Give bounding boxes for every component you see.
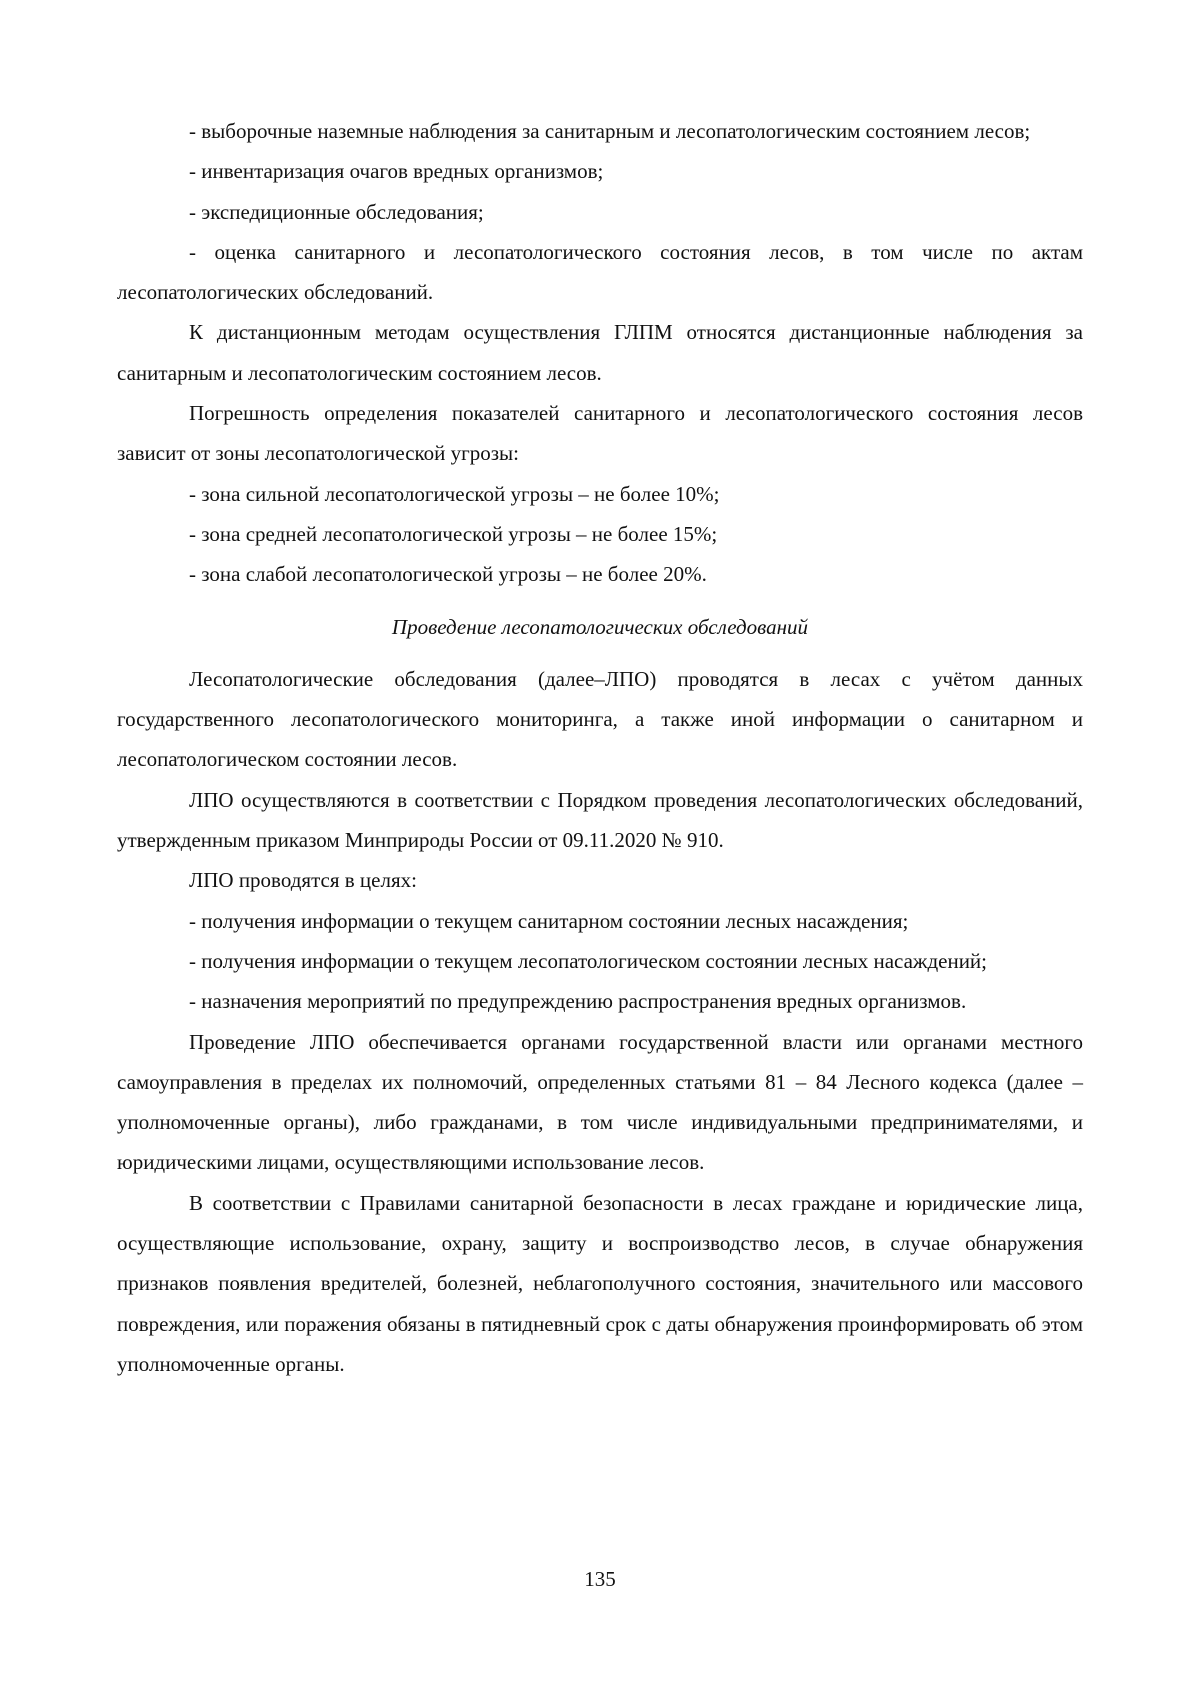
- section-heading: Проведение лесопатологических обследований: [391, 614, 809, 639]
- paragraph: - получения информации о текущем санитарном состоянии лесных насаждения;: [189, 908, 909, 933]
- paragraph: В соответствии с Правилами санитарной безопасности в лесах граждане и юридические лица, осуществляющие использование, охрану, защиту и воспроизводство лесов, в случае обнаружения признаков появления вредителей, болезней, неблагополучного состояния, значительного или массового повреждения, или поражения обязаны в пятидневный срок с даты обнаружения проинформировать об этом уполномоченные органы.: [117, 1190, 1083, 1376]
- paragraph: - выборочные наземные наблюдения за санитарным и лесопатологическим состоянием лесов;: [189, 119, 1031, 143]
- paragraph: Проведение ЛПО обеспечивается органами государственной власти или органами местного самоуправления в пределах их полномочий, определенных статьями 81 – 84 Лесного кодекса (далее – уполномоченные органы), либо гражданами, в том числе индивидуальными предпринимателями, и юридическими лицами, осуществляющими использование лесов.: [117, 1029, 1083, 1175]
- paragraph: - зона слабой лесопатологической угрозы – не более 20%.: [189, 562, 707, 587]
- paragraph: - зона средней лесопатологической угрозы – не более 15%;: [189, 521, 718, 546]
- page-number: 135: [584, 1567, 616, 1591]
- paragraph: - оценка санитарного и лесопатологического состояния лесов, в том числе по актам лесопатологических обследований.: [117, 239, 1083, 305]
- paragraph: - зона сильной лесопатологической угрозы – не более 10%;: [189, 481, 720, 506]
- paragraph: - получения информации о текущем лесопатологическом состоянии лесных насаждений;: [189, 948, 987, 973]
- paragraph: Погрешность определения показателей санитарного и лесопатологического состояния лесов зависит от зоны лесопатологической угрозы:: [117, 401, 1083, 466]
- page-content: [117, 111, 1083, 1384]
- paragraph: ЛПО осуществляются в соответствии с Порядком проведения лесопатологических обследований, утвержденным приказом Минприроды России от 09.11.2020 № 910.: [117, 787, 1083, 853]
- paragraph: ЛПО проводятся в целях:: [189, 868, 417, 893]
- paragraph: Лесопатологические обследования (далее–ЛПО) проводятся в лесах с учётом данных государственного лесопатологического мониторинга, а также иной информации о санитарном и лесопатологическом состоянии лесов.: [117, 666, 1083, 772]
- paragraph: К дистанционным методам осуществления ГЛПМ относятся дистанционные наблюдения за санитарным и лесопатологическим состоянием лесов.: [117, 320, 1083, 385]
- paragraph: - назначения мероприятий по предупреждению распространения вредных организмов.: [189, 989, 967, 1014]
- paragraph: - инвентаризация очагов вредных организмов;: [189, 159, 604, 184]
- paragraph: - экспедиционные обследования;: [189, 199, 484, 224]
